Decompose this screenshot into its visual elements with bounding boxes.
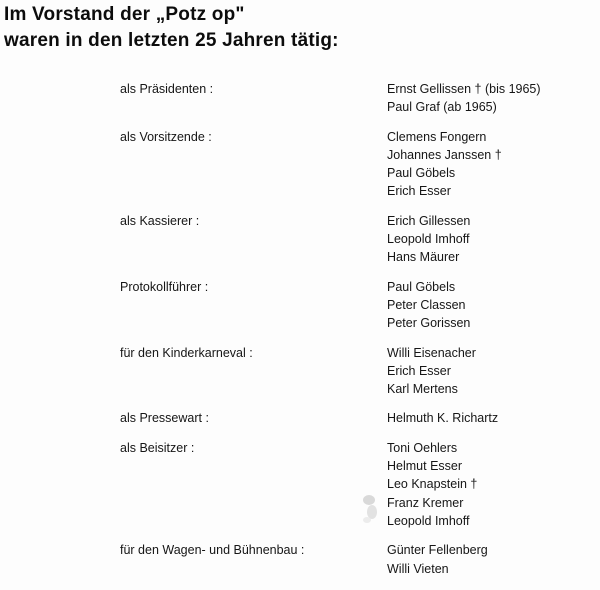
board-roster bbox=[0, 80, 600, 589]
member-name: Erich Esser bbox=[387, 363, 451, 378]
member-name: Helmut Esser bbox=[387, 459, 463, 474]
roster-section-treasurers bbox=[0, 212, 600, 267]
heading-line-2: waren in den letzten 25 Jahren tätig: bbox=[4, 30, 339, 51]
member-name: Leopold Imhoff bbox=[387, 513, 470, 528]
role-label: für den Wagen- und Bühnenbau : bbox=[120, 543, 305, 558]
member-name: Franz Kremer bbox=[387, 495, 464, 510]
role-label: Protokollführer : bbox=[120, 279, 209, 294]
member-name: Toni Oehlers bbox=[387, 440, 458, 455]
names-list bbox=[387, 278, 600, 333]
role-label: für den Kinderkarneval : bbox=[120, 345, 253, 360]
role-label: als Beisitzer : bbox=[120, 440, 195, 455]
roster-section-recorders bbox=[0, 278, 600, 333]
member-name: Helmuth K. Richartz bbox=[387, 411, 499, 426]
print-smudge bbox=[355, 490, 385, 526]
roster-section-assessors bbox=[0, 439, 600, 530]
member-name: Erich Esser bbox=[387, 184, 451, 199]
role-label: als Kassierer : bbox=[120, 213, 200, 228]
member-name: Willi Vieten bbox=[387, 561, 449, 576]
member-name: Hans Mäurer bbox=[387, 250, 460, 265]
member-name: Leo Knapstein † bbox=[387, 477, 478, 492]
member-name: Johannes Janssen † bbox=[387, 147, 502, 162]
member-name: Karl Mertens bbox=[387, 382, 458, 397]
member-name: Leopold Imhoff bbox=[387, 232, 470, 247]
role-label: als Präsidenten : bbox=[120, 82, 214, 96]
roster-section-chairmen bbox=[0, 128, 600, 201]
member-name: Paul Göbels bbox=[387, 166, 456, 181]
names-list bbox=[387, 80, 600, 117]
document-heading bbox=[4, 2, 339, 54]
member-name: Peter Gorissen bbox=[387, 316, 471, 331]
member-name: Günter Fellenberg bbox=[387, 543, 488, 558]
roster-section-presidents bbox=[0, 80, 600, 117]
role-label: als Pressewart : bbox=[120, 411, 209, 426]
names-list bbox=[387, 212, 600, 267]
member-name: Paul Graf (ab 1965) bbox=[387, 100, 497, 115]
heading-line-1: Im Vorstand der „Potz op" bbox=[4, 4, 245, 25]
member-name: Erich Gillessen bbox=[387, 213, 471, 228]
names-list bbox=[387, 128, 600, 201]
member-name: Clemens Fongern bbox=[387, 129, 487, 144]
roster-section-childrens-carnival bbox=[0, 344, 600, 399]
names-list bbox=[387, 344, 600, 399]
names-list bbox=[387, 541, 600, 578]
member-name: Paul Göbels bbox=[387, 279, 456, 294]
names-list bbox=[387, 439, 600, 530]
roster-section-float-and-stage-building bbox=[0, 541, 600, 578]
roster-section-press-officer bbox=[0, 409, 600, 427]
member-name: Ernst Gellissen † (bis 1965) bbox=[387, 82, 541, 96]
member-name: Willi Eisenacher bbox=[387, 345, 476, 360]
role-label: als Vorsitzende : bbox=[120, 129, 212, 144]
member-name: Peter Classen bbox=[387, 297, 466, 312]
names-list bbox=[387, 409, 600, 427]
